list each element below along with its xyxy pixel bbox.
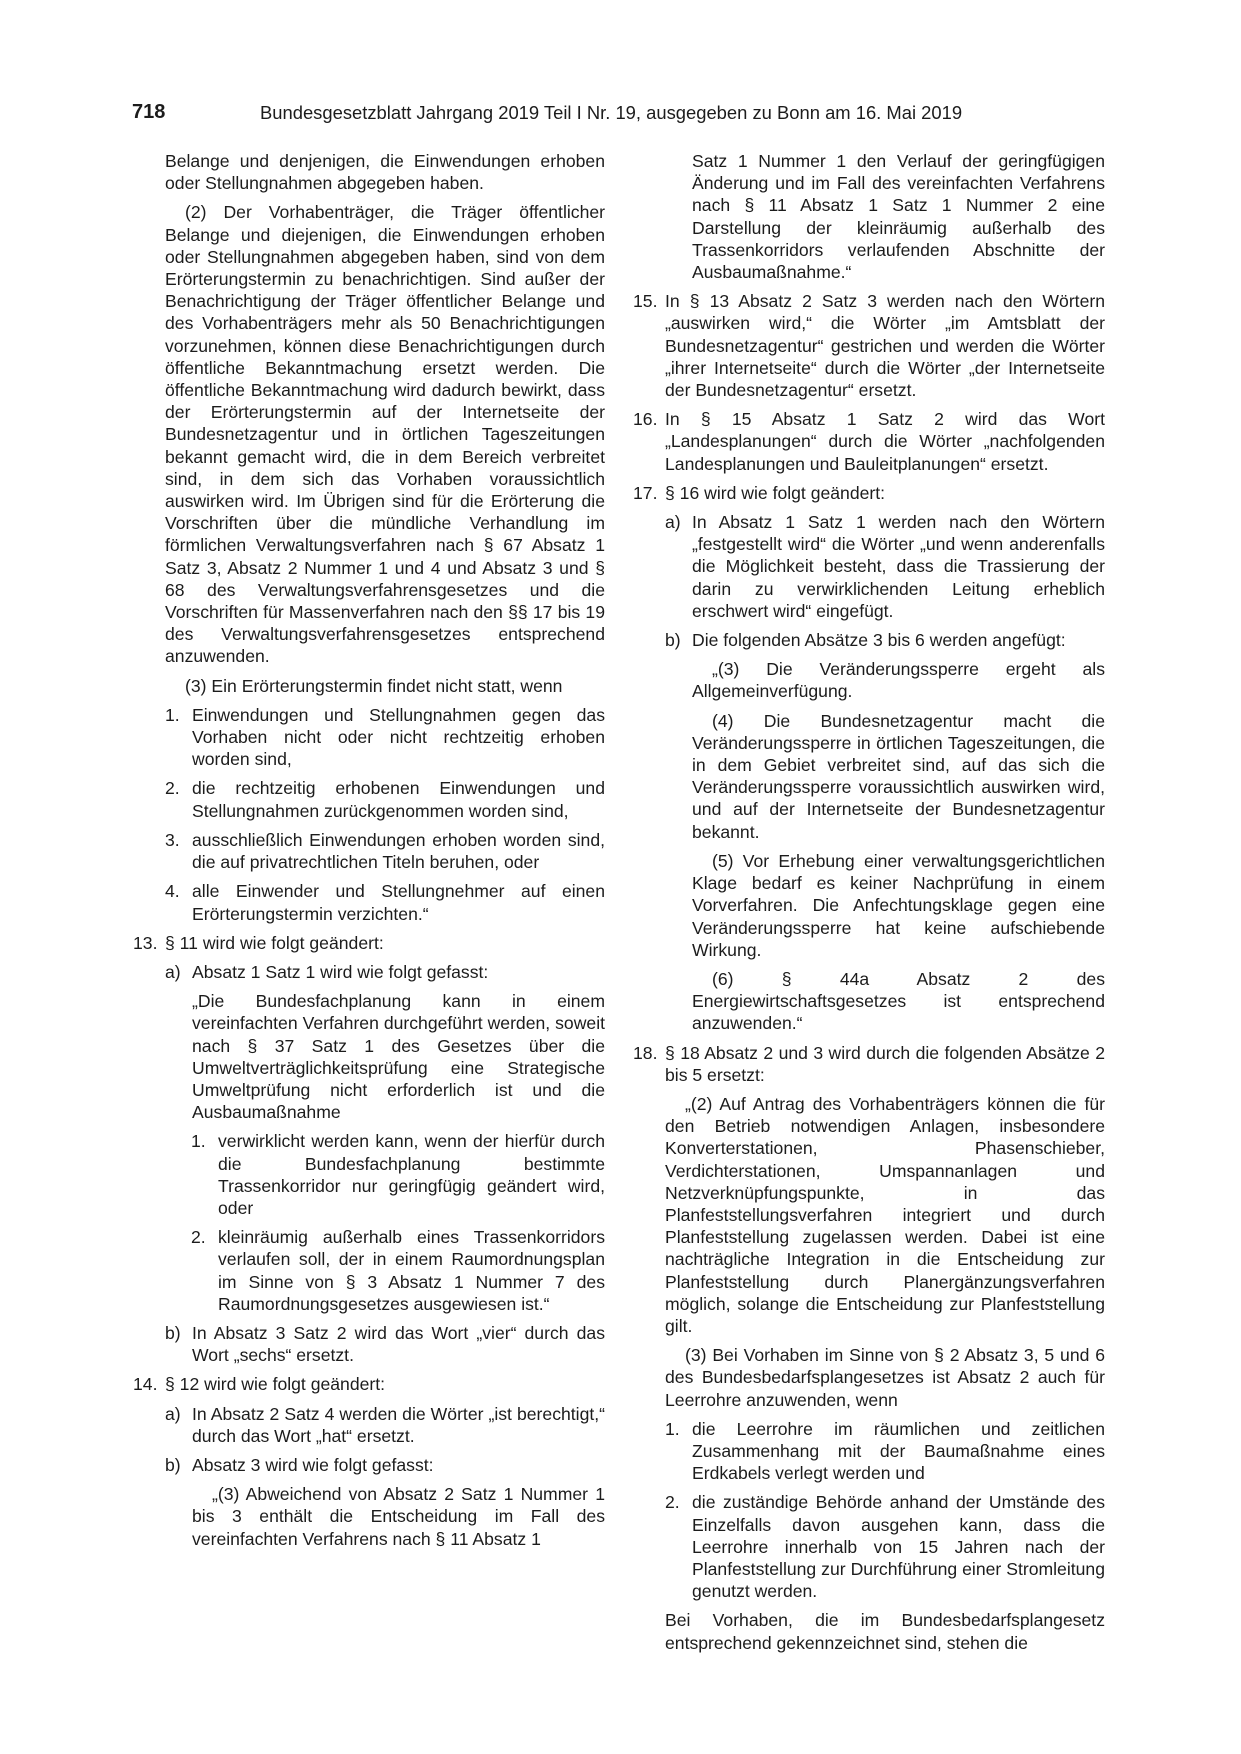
- amendment-item: 16. In § 15 Absatz 1 Satz 2 wird das Wort „Landesplanungen“ durch die Wörter „nachfolgenden Landesplanungen und Bauleitplanungen“ ersetzt.: [633, 409, 1105, 474]
- quoted-list-item: 1. verwirklicht werden kann, wenn der hierfür durch die Bundesfachplanung bestimmte Trassenkorridor nur geringfügig geändert wird, oder: [191, 1131, 605, 1218]
- quoted-text: „(2) Auf Antrag des Vorhabenträgers können die für den Betrieb notwendigen Anlagen, insbesondere Konverterstationen, Phasenschieber, Verdichterstationen, Umspannanlagen und Netzverknüpfungspunkte, in das Planfeststellungsverfahren integriert und durch Planfeststellung zugelassen werden. Dabei ist eine nachträgliche Integration in die Entscheidung zur Planfeststellung durch Planergänzungsverfahren möglich, solange die Entscheidung zur Planfeststellung gilt.: [665, 1093, 1105, 1336]
- left-column: [133, 150, 605, 1550]
- list-item: 1. Einwendungen und Stellungnahmen gegen das Vorhaben nicht oder nicht rechtzeitig erhoben worden sind,: [165, 704, 605, 770]
- amendment-subitem: b) Absatz 3 wird wie folgt gefasst:: [165, 1454, 434, 1475]
- amendment-subitem: a) In Absatz 2 Satz 4 werden die Wörter „ist berechtigt,“ durch das Wort „hat“ ersetzt.: [165, 1403, 605, 1446]
- running-header: Bundesgesetzblatt Jahrgang 2019 Teil I Nr. 19, ausgegeben zu Bonn am 16. Mai 2019: [260, 102, 963, 123]
- amendment-item: 17. § 16 wird wie folgt geändert:: [633, 482, 886, 503]
- quoted-text: Satz 1 Nummer 1 den Verlauf der geringfügigen Änderung und im Fall des vereinfachten Verfahrens nach § 11 Absatz 1 Satz 1 Nummer 2 eine Darstellung der kleinräumig außerhalb des Trassenkorridors verlaufenden Abschnitte der Ausbaumaßnahme.“: [692, 151, 1105, 283]
- amendment-item: 13. § 11 wird wie folgt geändert:: [133, 932, 384, 953]
- quoted-text: „(3) Die Veränderungssperre ergeht als Allgemeinverfügung.: [692, 659, 1105, 702]
- list-item: 3. ausschließlich Einwendungen erhoben worden sind, die auf privatrechtlichen Titeln beruhen, oder: [165, 829, 605, 873]
- quoted-list-item: 1. die Leerrohre im räumlichen und zeitlichen Zusammenhang mit der Baumaßnahme eines Erdkabels verlegt werden und: [665, 1418, 1105, 1484]
- list-item: 4. alle Einwender und Stellungnehmer auf einen Erörterungstermin verzichten.“: [165, 881, 605, 924]
- quoted-text: (6) § 44a Absatz 2 des Energiewirtschaftsgesetzes ist entsprechend anzuwenden.“: [692, 968, 1105, 1034]
- quoted-text: (3) Bei Vorhaben im Sinne von § 2 Absatz 3, 5 und 6 des Bundesbedarfsplangesetzes ist Absatz 2 auch für Leerrohre anzuwenden, wenn: [665, 1345, 1105, 1410]
- paragraph: (2) Der Vorhabenträger, die Träger öffentlicher Belange und diejenigen, die Einwendungen erhoben oder Stellungnahmen abgegeben haben, sind von dem Erörterungstermin zu benachrichtigen. Sind außer der Benachrichtigung der Träger öffentlicher Belange und des Vorhabenträgers mehr als 50 Benachrichtigungen vorzunehmen, können diese Benachrichtigungen durch öffentliche Bekanntmachung ersetzt werden. Die öffentliche Bekanntmachung wird dadurch bewirkt, dass der Erörterungstermin auf der Internetseite der Bundesnetzagentur und in örtlichen Tageszeitungen bekannt gemacht wird, die in dem Bereich verbreitet sind, in dem sich das Vorhaben voraussichtlich auswirken wird. Im Übrigen sind für die Erörterung die Vorschriften über die mündliche Verhandlung im förmlichen Verwaltungsverfahren nach § 67 Absatz 1 Satz 3, Absatz 2 Nummer 1 und 4 und Absatz 3 und § 68 des Verwaltungsverfahrensgesetzes und die Vorschriften für Massenverfahren nach den §§ 17 bis 19 des Verwaltungsverfahrensgesetzes entsprechend anzuwenden.: [165, 202, 605, 667]
- page-number: 718: [132, 101, 166, 123]
- amendment-item: 14. § 12 wird wie folgt geändert:: [133, 1374, 386, 1395]
- quoted-text: „Die Bundesfachplanung kann in einem vereinfachten Verfahren durchgeführt werden, soweit nach § 37 Satz 1 des Gesetzes über die Umweltverträglichkeitsprüfung eine Strategische Umweltprüfung nicht erforderlich ist und die Ausbaumaßnahme: [192, 991, 605, 1123]
- quoted-text: (4) Die Bundesnetzagentur macht die Veränderungssperre in örtlichen Tageszeitungen, die in dem Gebiet verbreitet sind, auf das sich die Veränderungssperre voraussichtlich auswirken wird, und auf der Internetseite der Bundesnetzagentur bekannt.: [692, 710, 1105, 842]
- amendment-subitem: b) Die folgenden Absätze 3 bis 6 werden angefügt:: [665, 630, 1066, 651]
- amendment-item: 15. In § 13 Absatz 2 Satz 3 werden nach den Wörtern „auswirken wird,“ die Wörter „im Amtsblatt der Bundesnetzagentur“ gestrichen und werden die Wörter „ihrer Internetseite“ durch die Wörter „der Internetseite der Bundesnetzagentur“ ersetzt.: [633, 291, 1105, 401]
- right-column: [633, 150, 1105, 1654]
- amendment-item: 18. § 18 Absatz 2 und 3 wird durch die folgenden Absätze 2 bis 5 ersetzt:: [633, 1042, 1105, 1085]
- amendment-subitem: a) In Absatz 1 Satz 1 werden nach den Wörtern „festgestellt wird“ die Wörter „und wenn anderenfalls die Möglichkeit besteht, dass die Trassierung der darin zu verwirklichenden Leitung erheblich erschwert wird“ eingefügt.: [665, 512, 1105, 621]
- quoted-text: Bei Vorhaben, die im Bundesbedarfsplangesetz entsprechend gekennzeichnet sind, stehen die: [665, 1610, 1105, 1653]
- quoted-text: (5) Vor Erhebung einer verwaltungsgerichtlichen Klage bedarf es keiner Nachprüfung in einem Vorverfahren. Die Anfechtungsklage gegen eine Veränderungssperre hat keine aufschiebende Wirkung.: [692, 850, 1105, 960]
- quoted-list-item: 2. die zuständige Behörde anhand der Umstände des Einzelfalls davon ausgehen kann, dass die Leerrohre innerhalb von 15 Jahren nach der Planfeststellung zur Durchführung einer Stromleitung genutzt werden.: [665, 1492, 1105, 1602]
- list-item: 2. die rechtzeitig erhobenen Einwendungen und Stellungnahmen zurückgenommen worden sind,: [165, 778, 605, 821]
- quoted-text: „(3) Abweichend von Absatz 2 Satz 1 Nummer 1 bis 3 enthält die Entscheidung im Fall des vereinfachten Verfahrens nach § 11 Absatz 1: [192, 1484, 605, 1549]
- paragraph: Belange und denjenigen, die Einwendungen erhoben oder Stellungnahmen abgegeben haben.: [165, 151, 605, 194]
- quoted-list-item: 2. kleinräumig außerhalb eines Trassenkorridors verlaufen soll, der in einem Raumordnungsplan im Sinne von § 3 Absatz 1 Nummer 7 des Raumordnungsgesetzes ausgewiesen ist.“: [191, 1227, 605, 1314]
- amendment-subitem: b) In Absatz 3 Satz 2 wird das Wort „vier“ durch das Wort „sechs“ ersetzt.: [165, 1322, 605, 1366]
- amendment-subitem: a) Absatz 1 Satz 1 wird wie folgt gefasst:: [165, 961, 489, 982]
- paragraph: (3) Ein Erörterungstermin findet nicht statt, wenn: [185, 675, 563, 696]
